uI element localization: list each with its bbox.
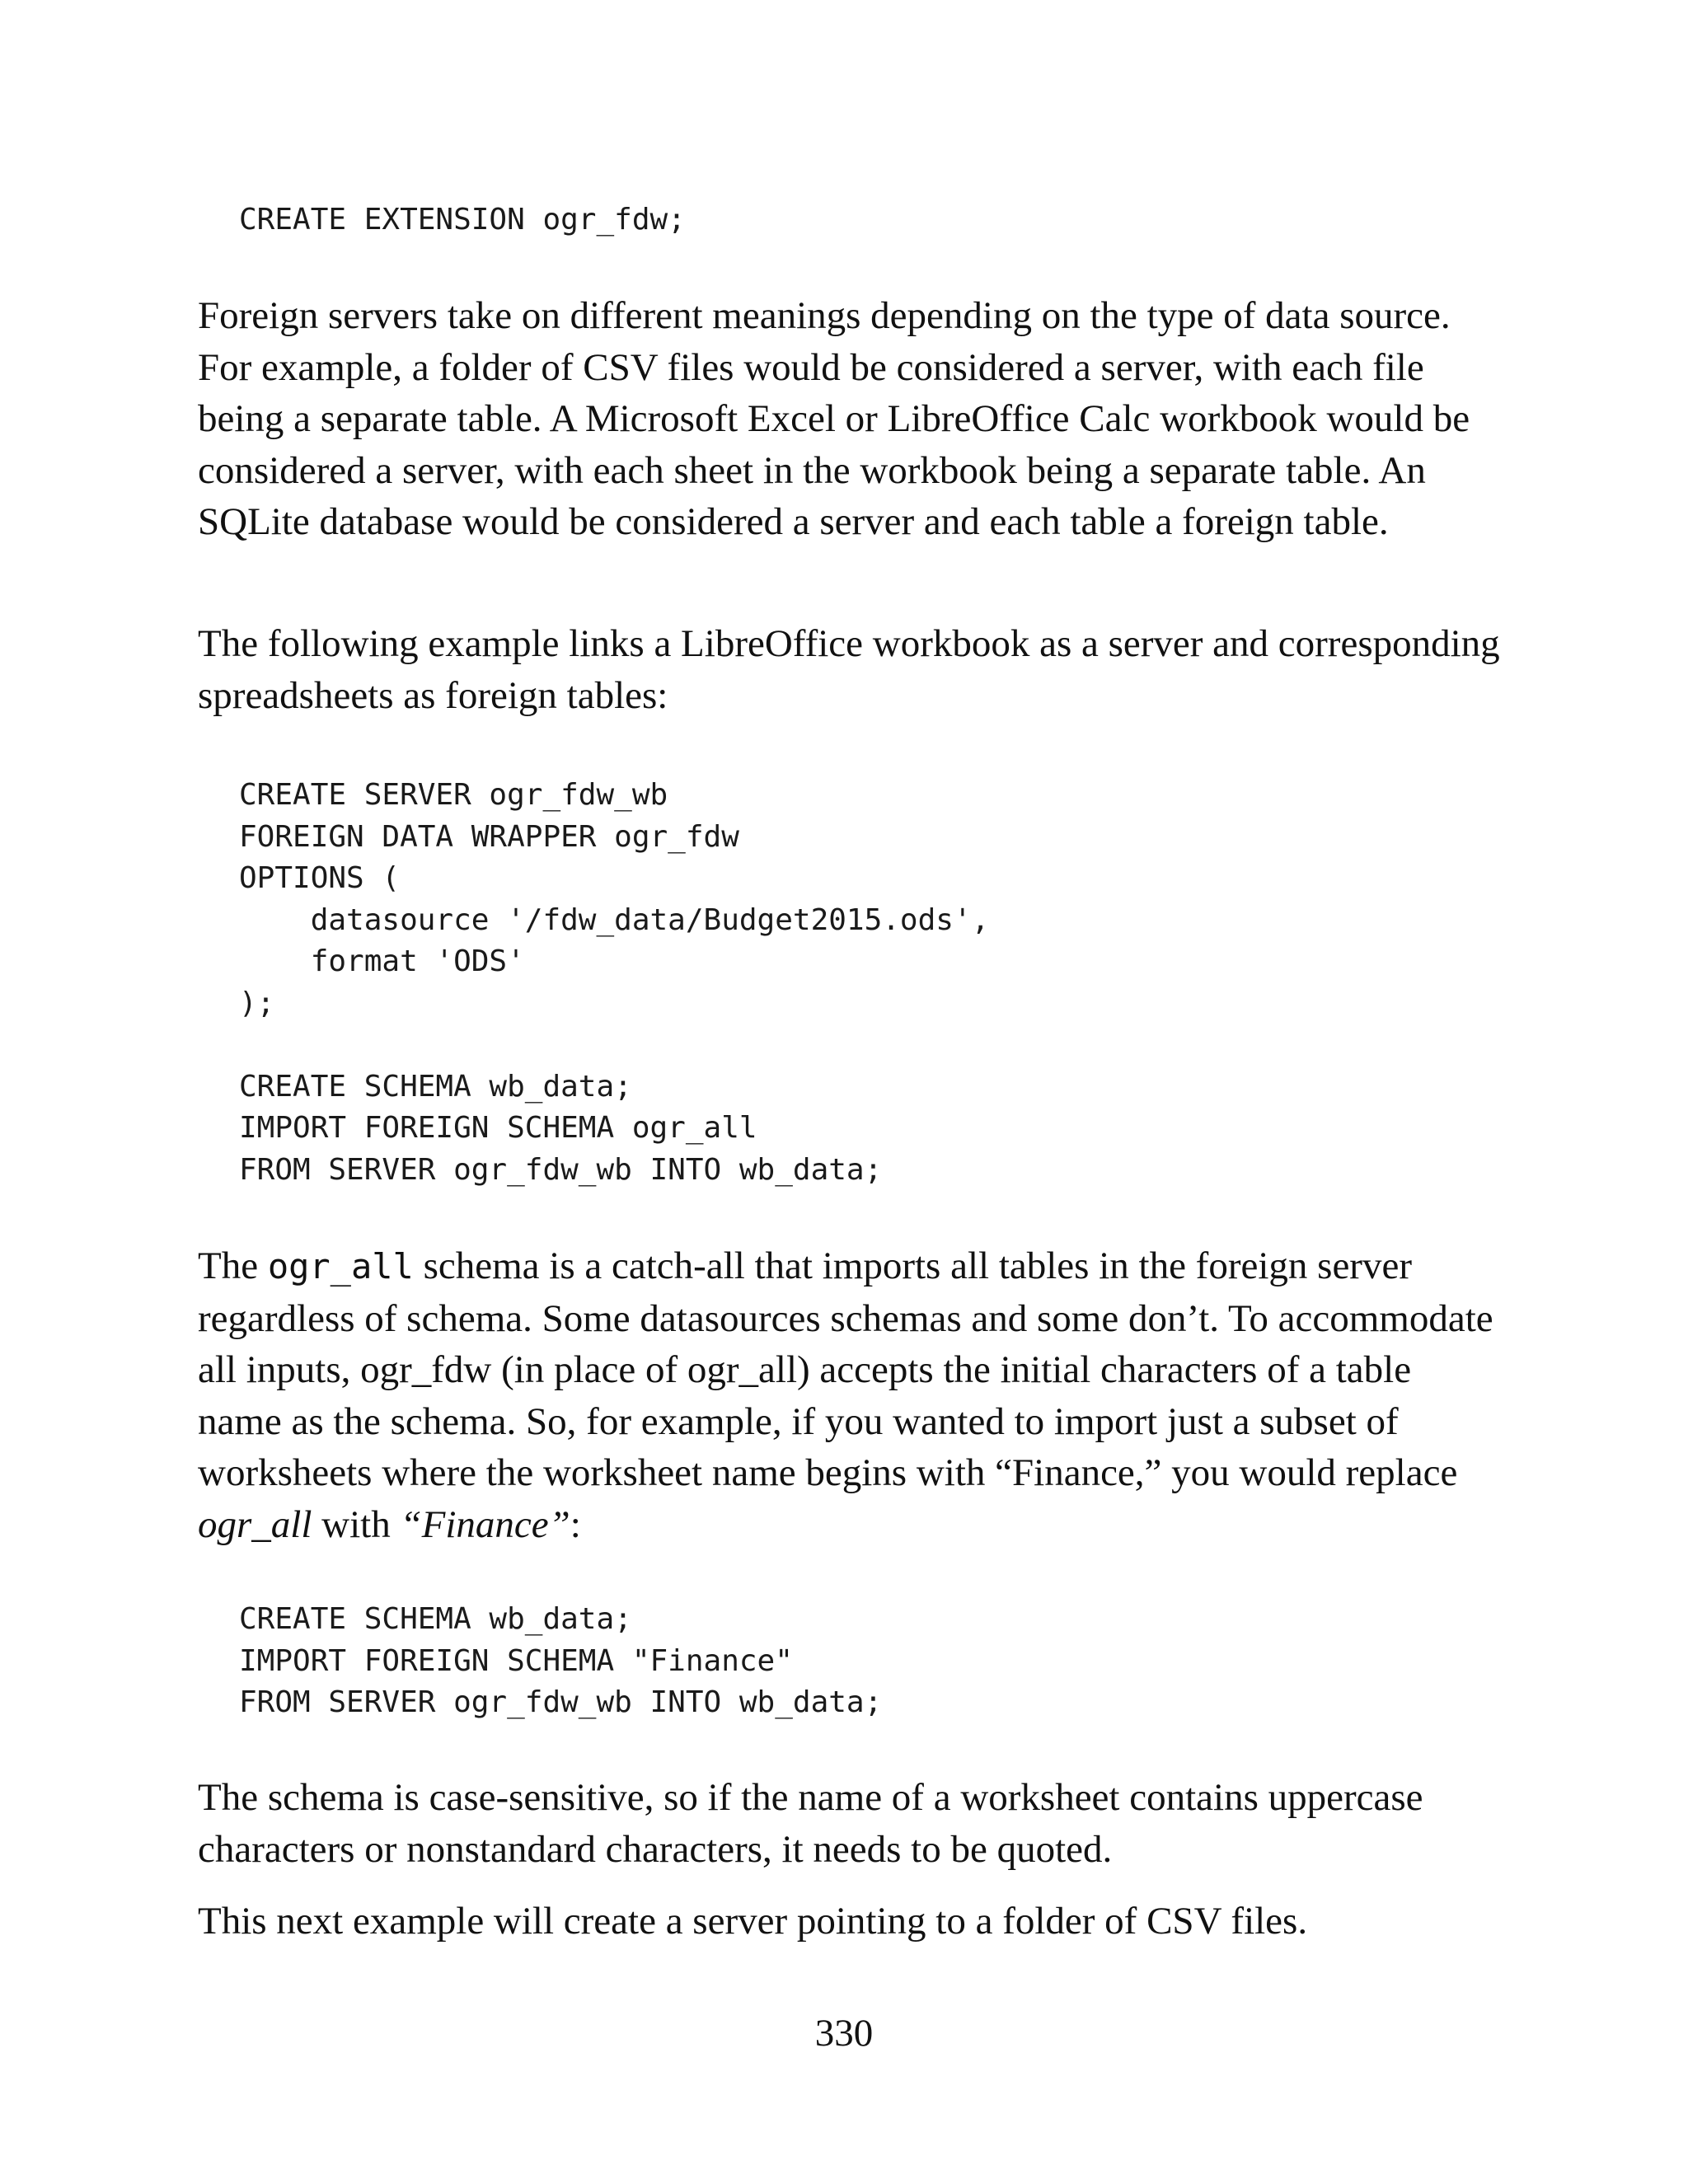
ogr-all-italic: ogr_all	[198, 1502, 312, 1546]
code-create-server: CREATE SERVER ogr_fdw_wb FOREIGN DATA WRAPPER ogr_fdw OPTIONS ( datasource '/fdw_data/Budget2015.ods', format 'ODS' ); CREATE SCHEMA wb_data; IMPORT FOREIGN SCHEMA ogr_all FROM SERVER ogr_fdw_wb INTO wb_data;	[239, 778, 990, 1187]
ogr-all-inline-code: ogr_all	[267, 1246, 414, 1286]
finance-italic: “Finance”	[400, 1502, 570, 1546]
paragraph-foreign-servers: Foreign servers take on different meanings depending on the type of data source. For example, a folder of CSV files would be considered a server, with each file being a separate table. A Microsoft Excel or LibreOffice Calc workbook would be considered a server, with each sheet in the workbook being a separate table. An SQLite database would be considered a server and each table a foreign table.	[198, 294, 1470, 543]
ogr-all-tail: :	[570, 1502, 581, 1546]
ogr-all-body: schema is a catch-all that imports all tables in the foreign server regardless of schema. Some datasources schemas and some don’t. To accommodate all inputs, ogr_fdw (in place of ogr_all) accepts the initial characters of a table name as the schema. So, for example, if you wanted to import just a subset of worksheets where the worksheet name begins with “Finance,” you would replace	[198, 1244, 1493, 1494]
paragraph-ogr-all	[198, 1240, 1500, 1550]
page-number: 330	[814, 2012, 874, 2055]
paragraph-following-example: The following example links a LibreOffice workbook as a server and corresponding spreadsheets as foreign tables:	[198, 622, 1500, 717]
code-import-finance: CREATE SCHEMA wb_data; IMPORT FOREIGN SCHEMA "Finance" FROM SERVER ogr_fdw_wb INTO wb_data;	[239, 1602, 883, 1719]
paragraph-case-sensitive: The schema is case-sensitive, so if the name of a worksheet contains uppercase characters or nonstandard characters, it needs to be quoted.	[198, 1776, 1423, 1871]
paragraph-next-example: This next example will create a server pointing to a folder of CSV files.	[198, 1900, 1308, 1943]
code-create-extension: CREATE EXTENSION ogr_fdw;	[239, 203, 686, 237]
ogr-all-with: with	[312, 1502, 401, 1546]
ogr-all-lead: The	[198, 1244, 268, 1287]
